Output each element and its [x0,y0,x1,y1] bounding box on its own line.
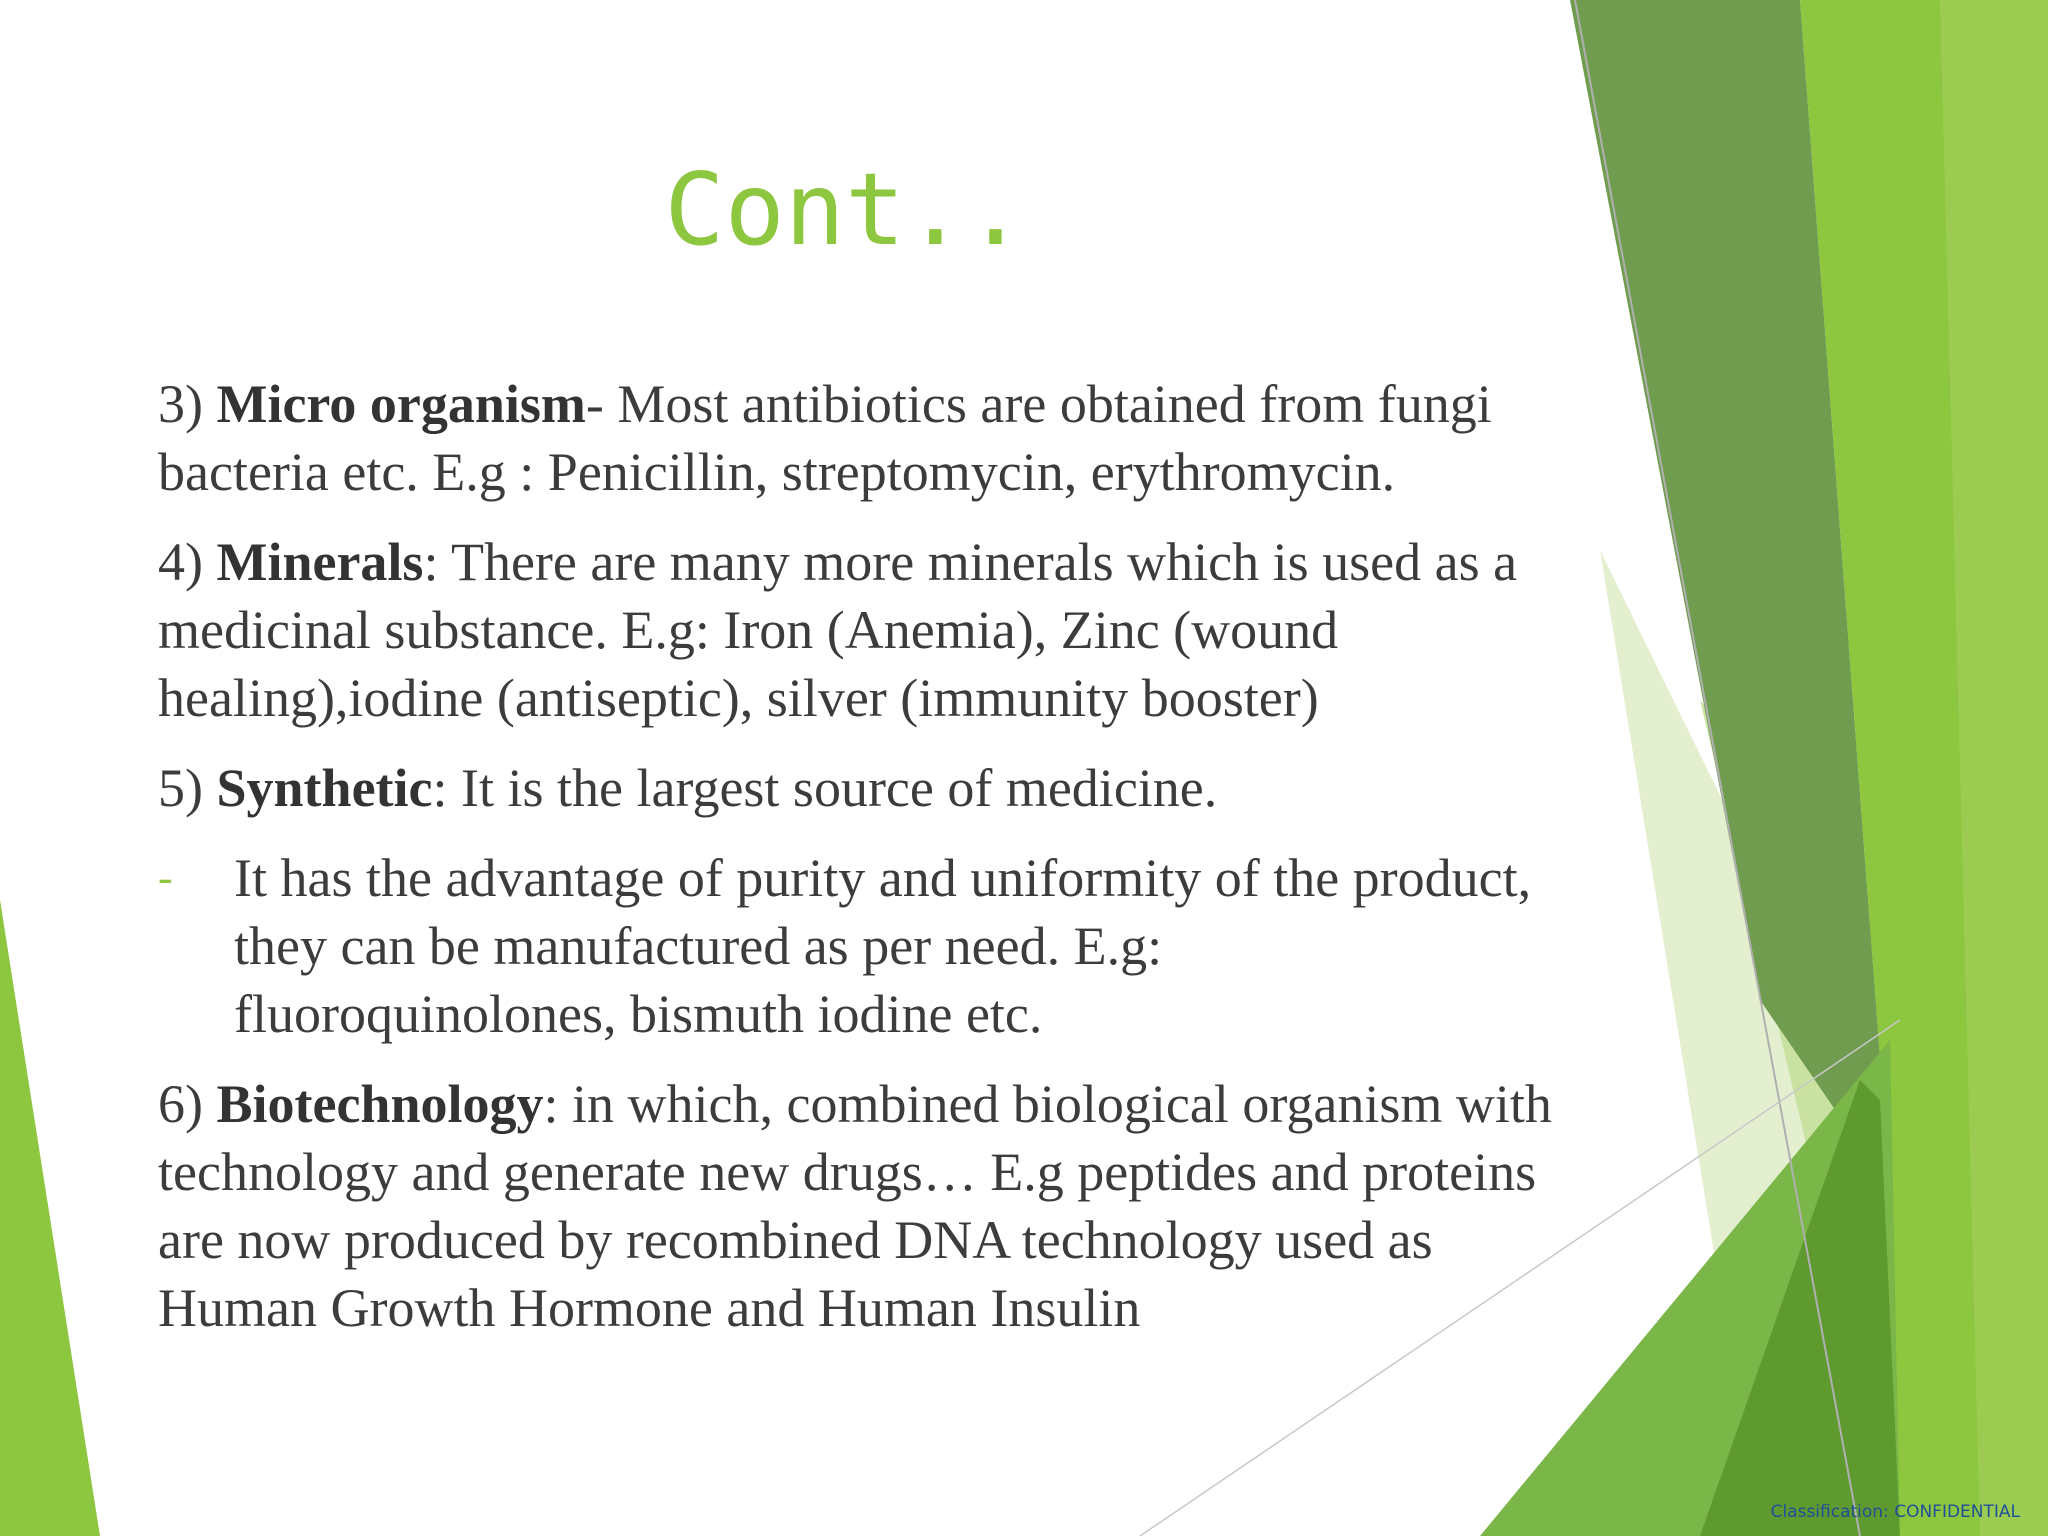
dash-bullet-icon: - [158,853,173,902]
item-number: 6) [158,1074,203,1134]
slide-body [158,370,1558,1364]
item-term: Micro organism [216,374,586,434]
item-number: 3) [158,374,203,434]
slide-title: Cont.. [664,151,1026,268]
item-minerals [158,528,1558,732]
item-micro-organism [158,370,1558,506]
classification-footer: Classification: CONFIDENTIAL [1770,1502,2020,1522]
item-term: Synthetic [216,758,433,818]
item-number: 4) [158,532,203,592]
item-text: : in which, combined biological organism with technology and generate new drugs… E.g peptides and proteins are now produced by recombined DNA technology used as Human Growth Hormone and Human Insulin [158,1074,1552,1338]
item-text: : It is the largest source of medicine. [432,758,1218,818]
sub-bullet-text: It has the advantage of purity and uniformity of the product, they can be manufactured as per need. E.g: fluoroquinolones, bismuth iodine etc. [234,848,1532,1044]
item-term: Minerals [216,532,424,592]
item-term: Biotechnology [216,1074,544,1134]
item-text: - Most antibiotics are obtained from fungi bacteria etc. E.g : Penicillin, streptomycin, erythromycin. [158,374,1492,502]
item-text: : There are many more minerals which is used as a medicinal substance. E.g: Iron (Anemia), Zinc (wound healing),iodine (antiseptic), silver (immunity booster) [158,532,1518,728]
item-number: 5) [158,758,203,818]
left-green-wedge [0,900,100,1536]
item-biotechnology [158,1070,1558,1342]
synthetic-sub-bullet [158,844,1558,1048]
item-synthetic [158,754,1558,822]
